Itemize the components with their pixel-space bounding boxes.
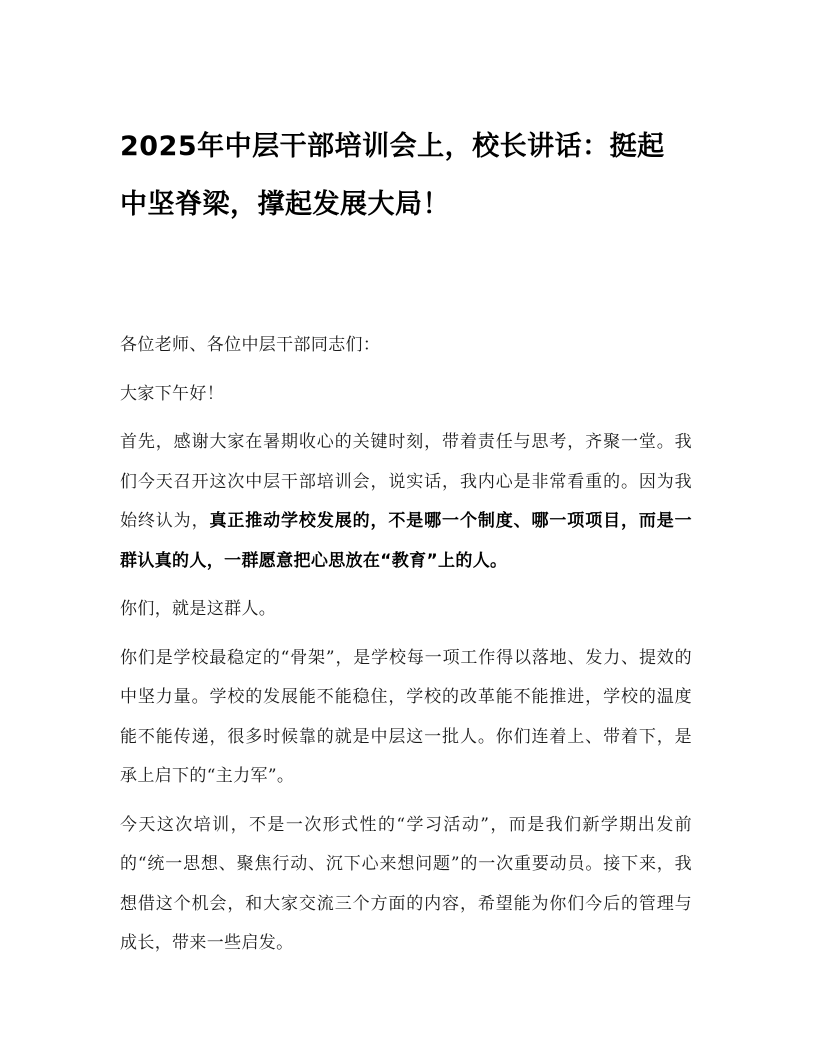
- paragraph-you-are-them: 你们，就是这群人。: [120, 599, 277, 619]
- paragraph-opening: [120, 423, 692, 581]
- document-title: 2025年中层干部培训会上，校长讲话：挺起中坚脊梁，撑起发展大局！: [120, 131, 665, 220]
- document-body: [120, 326, 692, 964]
- paragraph-backbone: 你们是学校最稳定的“骨架”，是学校每一项工作得以落地、发力、提效的中坚力量。学校的发展能不能稳住，学校的改革能不能推进，学校的温度能不能传递，很多时候靠的就是中层这一批人。你们连着上、带着下，是承上启下的“主力军”。: [120, 647, 692, 786]
- greeting: 大家下午好！: [120, 383, 225, 404]
- document-page: [120, 118, 692, 973]
- paragraph-opening-emphasis: 真正推动学校发展的，不是哪一个制度、哪一项项目，而是一群认真的人，一群愿意把心思放在“教育”上的人。: [120, 511, 693, 571]
- salutation: 各位老师、各位中层干部同志们：: [120, 335, 381, 355]
- paragraph-training-purpose: 今天这次培训，不是一次形式性的“学习活动”，而是我们新学期出发前的“统一思想、聚焦行动、沉下心来想问题”的一次重要动员。接下来，我想借这个机会，和大家交流三个方面的内容，希望能为你们今后的管理与成长，带来一些启发。: [120, 814, 692, 953]
- paragraph-opening-text: 首先，感谢大家在暑期收心的关键时刻，带着责任与思考，齐聚一堂。我们今天召开这次中层干部培训会，说实话，我内心是非常看重的。因为我始终认为，: [120, 432, 692, 531]
